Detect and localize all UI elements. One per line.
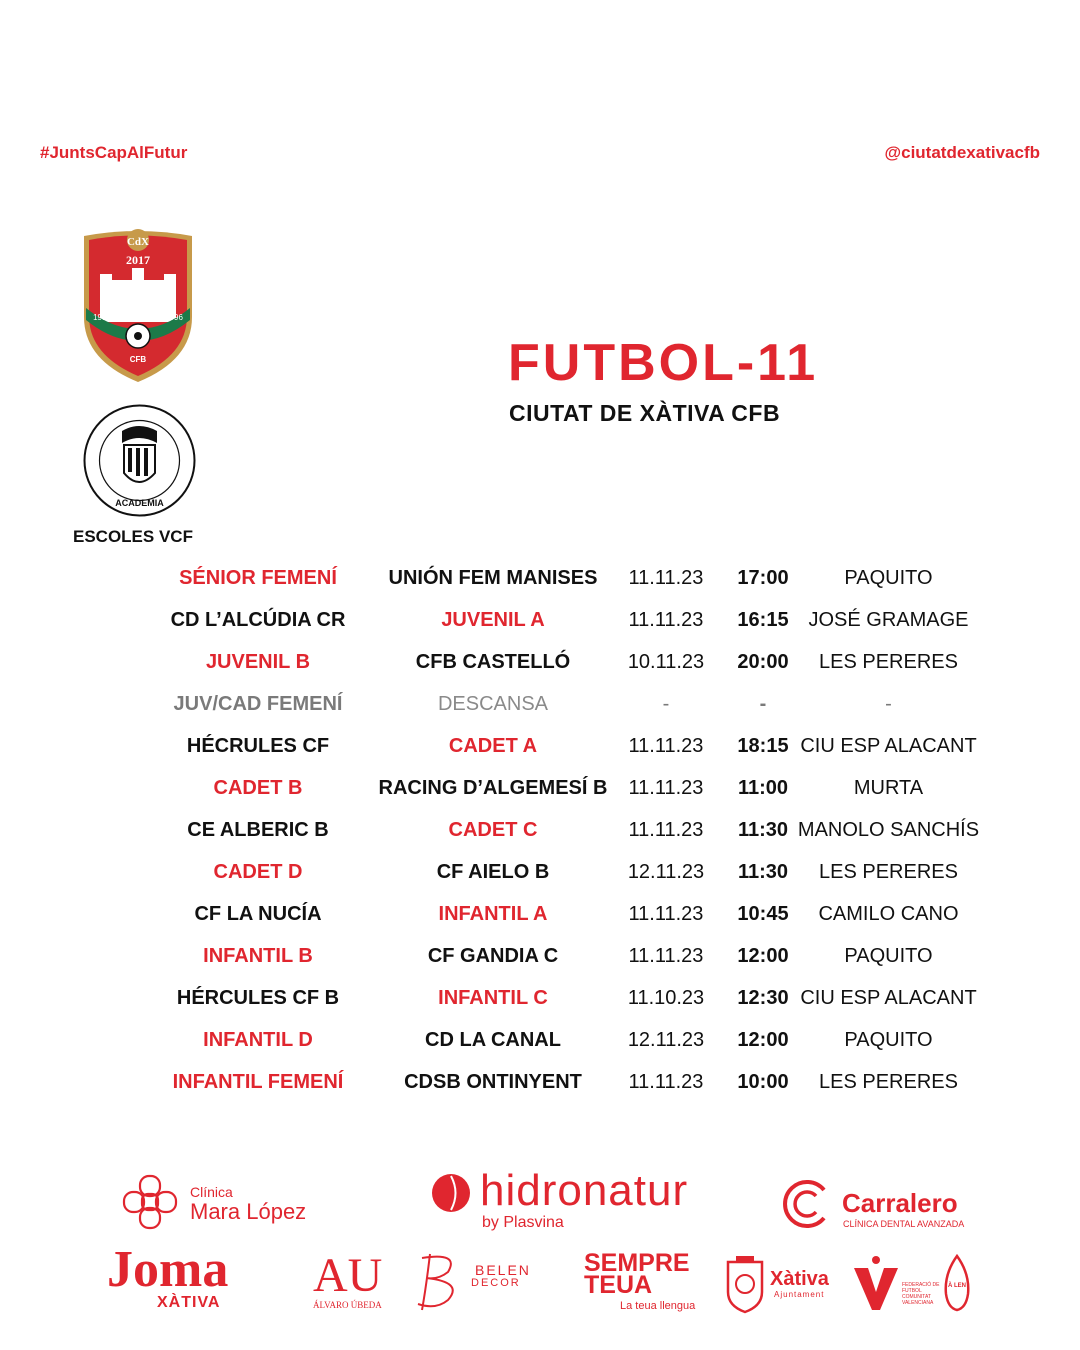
match-home-team: CADET B (213, 777, 303, 799)
match-away-team: CF AIELO B (436, 861, 550, 883)
match-row (0, 599, 1080, 641)
match-venue: CIU ESP ALACANT (800, 735, 977, 757)
hashtag-text: #JuntsCapAlFutur (40, 143, 188, 162)
carralero-icon (778, 1176, 834, 1232)
match-home-team: CD L’ALCÚDIA CR (170, 609, 346, 631)
match-away-team: JUVENIL A (441, 609, 545, 631)
belen-bottom: DECOR (471, 1277, 521, 1289)
match-venue: MANOLO SANCHÍS (797, 819, 980, 841)
match-home-team: SÉNIOR FEMENÍ (179, 567, 337, 589)
carralero-sub: CLÍNICA DENTAL AVANZADA (843, 1219, 965, 1229)
crest-right-year: 1996 (165, 313, 183, 322)
match-away-team: UNIÓN FEM MANISES (388, 567, 598, 589)
match-row (0, 557, 1080, 599)
match-venue: PAQUITO (844, 1029, 933, 1051)
match-row (0, 767, 1080, 809)
match-time: 12:30 (737, 987, 789, 1009)
match-time: 18:15 (737, 735, 789, 757)
match-time: 12:00 (737, 1029, 789, 1051)
match-venue: JOSÉ GRAMAGE (808, 609, 969, 631)
match-away-team: CADET A (448, 735, 538, 757)
match-date: 11.10.23 (627, 987, 705, 1009)
belen-decor-icon (408, 1248, 468, 1314)
crest-letters: CdX (126, 236, 150, 248)
crest-left-year: 1994 (93, 313, 111, 322)
match-venue: - (885, 693, 892, 715)
sempre-sub: La teua llengua (620, 1300, 696, 1312)
match-row (0, 1019, 1080, 1061)
match-row (0, 641, 1080, 683)
xativa-name: Xàtiva (770, 1268, 829, 1290)
match-row (0, 725, 1080, 767)
match-date: 11.11.23 (628, 819, 704, 841)
au-sub: ÁLVARO ÚBEDA (313, 1300, 382, 1310)
match-time: 16:15 (737, 609, 789, 631)
hidronatur-name: hidronatur (480, 1166, 689, 1215)
match-date: 11.11.23 (628, 609, 704, 631)
match-venue: LES PERERES (819, 861, 958, 883)
match-row (0, 851, 1080, 893)
match-home-team: HÉRCULES CF B (176, 987, 340, 1009)
match-date: 11.11.23 (628, 1071, 704, 1093)
mara-lopez-name: Mara López (190, 1199, 307, 1224)
match-home-team: CADET D (213, 861, 303, 883)
match-row (0, 683, 1080, 725)
joma-sub: XÀTIVA (157, 1294, 221, 1311)
match-away-team: DESCANSA (437, 693, 549, 715)
mara-lopez-small: Clínica (190, 1184, 233, 1200)
match-date: 11.11.23 (628, 903, 704, 925)
xativa-sub: Ajuntament (774, 1290, 825, 1299)
last-sponsor-text: À LEN (948, 1283, 966, 1289)
match-venue: PAQUITO (844, 567, 933, 589)
match-venue: LES PERERES (819, 651, 958, 673)
match-home-team: CE ALBERIC B (187, 819, 329, 841)
match-time: 10:00 (737, 1071, 789, 1093)
sempre-line2: TEUA (584, 1271, 653, 1299)
mara-lopez-icon (120, 1172, 180, 1232)
sempre-line1: SEMPRE (584, 1249, 690, 1277)
match-venue: CAMILO CANO (818, 903, 959, 925)
match-away-team: CDSB ONTINYENT (404, 1071, 582, 1093)
match-home-team: JUVENIL B (205, 651, 311, 673)
academy-badge-logo (82, 403, 197, 518)
xativa-shield-icon (724, 1254, 766, 1314)
page-title: FUTBOL-11 (508, 334, 819, 392)
match-away-team: CD LA CANAL (425, 1029, 561, 1051)
match-date: 11.11.23 (628, 735, 704, 757)
match-time: 17:00 (737, 567, 789, 589)
match-time: 20:00 (737, 651, 789, 673)
match-time: 11:30 (737, 819, 789, 841)
match-venue: PAQUITO (844, 945, 933, 967)
match-date: - (662, 693, 670, 715)
match-date: 11.11.23 (628, 777, 704, 799)
ffcv-text: FEDERACIÓ DE FUTBOL COMUNITAT VALENCIANA (902, 1282, 940, 1306)
match-time: 12:00 (737, 945, 789, 967)
match-away-team: CFB CASTELLÓ (415, 651, 571, 673)
crest-initials: CFB (129, 355, 147, 364)
match-date: 12.11.23 (627, 861, 705, 883)
carralero-name: Carralero (842, 1188, 958, 1218)
academy-label: ESCOLES VCF (73, 527, 193, 546)
match-time: 10:45 (737, 903, 789, 925)
match-date: 11.11.23 (628, 945, 704, 967)
match-time: - (759, 693, 767, 715)
match-date: 12.11.23 (627, 1029, 705, 1051)
match-away-team: CF GANDIA C (427, 945, 559, 967)
match-home-team: INFANTIL B (203, 945, 313, 967)
au-logo-text: AU (313, 1249, 383, 1302)
match-row (0, 809, 1080, 851)
match-away-team: INFANTIL C (438, 987, 548, 1009)
ffcv-logo-icon (852, 1254, 900, 1312)
match-venue: LES PERERES (819, 1071, 958, 1093)
match-home-team: INFANTIL FEMENÍ (172, 1071, 344, 1093)
match-date: 10.11.23 (627, 651, 705, 673)
academy-bottom-text: ACADEMIA (115, 498, 164, 508)
hidronatur-icon (430, 1172, 472, 1214)
club-crest-logo (78, 222, 198, 387)
match-home-team: CF LA NUCÍA (194, 903, 322, 925)
match-away-team: CADET C (448, 819, 538, 841)
match-row (0, 977, 1080, 1019)
match-row (0, 893, 1080, 935)
match-date: 11.11.23 (628, 567, 704, 589)
hidronatur-sub: by Plasvina (482, 1214, 564, 1231)
joma-logo-text: Joma (107, 1241, 229, 1298)
match-row (0, 1061, 1080, 1103)
match-home-team: JUV/CAD FEMENÍ (173, 693, 343, 715)
match-venue: MURTA (853, 777, 924, 799)
match-away-team: RACING D’ALGEMESÍ B (378, 777, 608, 799)
match-home-team: HÉCRULES CF (186, 735, 330, 757)
match-venue: CIU ESP ALACANT (800, 987, 977, 1009)
page-subtitle: CIUTAT DE XÀTIVA CFB (509, 400, 781, 426)
match-row (0, 935, 1080, 977)
match-home-team: INFANTIL D (203, 1029, 313, 1051)
social-handle: @ciutatdexativacfb (884, 143, 1040, 162)
match-time: 11:00 (737, 777, 789, 799)
belen-top: BELEN (475, 1262, 531, 1278)
crest-year: 2017 (126, 253, 150, 267)
match-away-team: INFANTIL A (438, 903, 548, 925)
match-time: 11:30 (737, 861, 789, 883)
